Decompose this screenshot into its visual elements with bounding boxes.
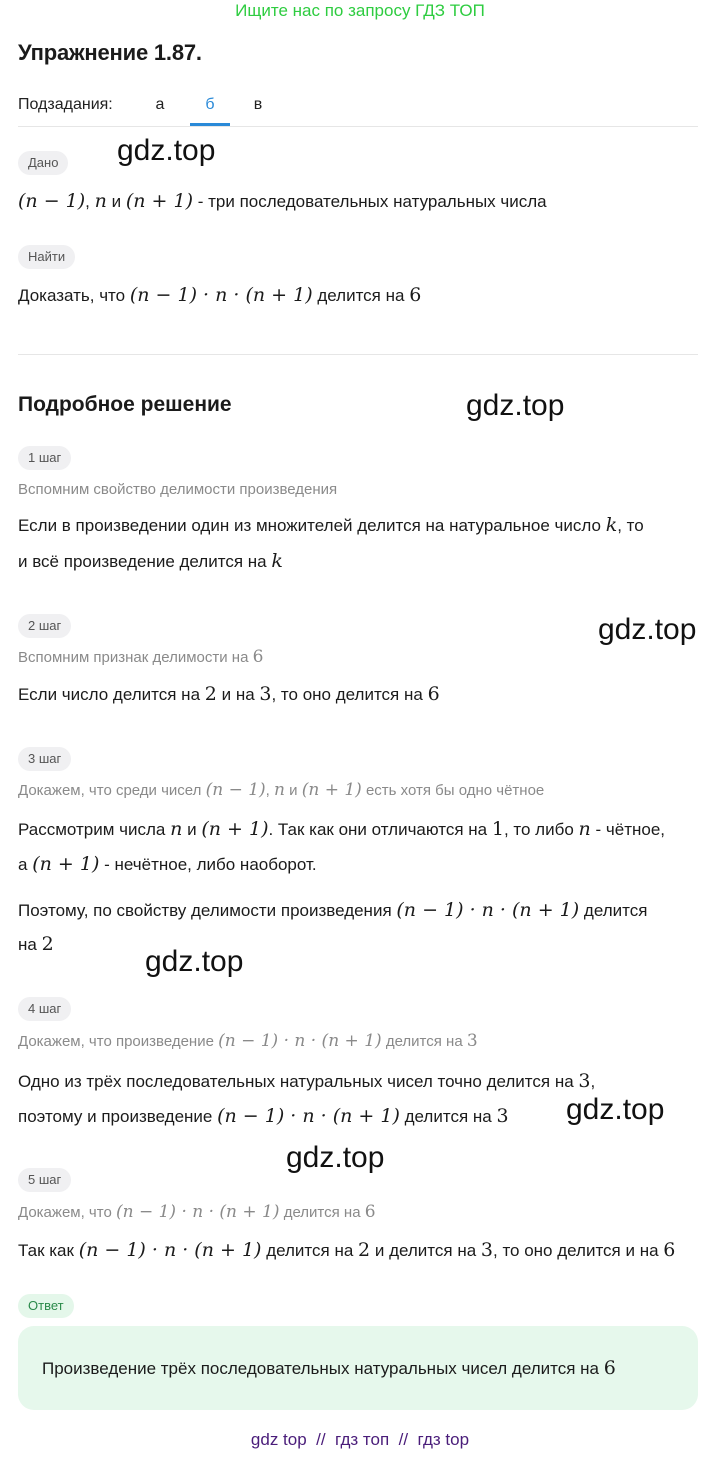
footer-links: [0, 1430, 720, 1450]
step-1-k2: k: [271, 550, 283, 572]
step-2-subtitle: [18, 646, 263, 669]
find-number: 6: [409, 284, 422, 306]
step-3-p1-l2-t2: - нечётное, либо наоборот.: [104, 855, 317, 874]
step-5-t1: Так как: [18, 1241, 74, 1260]
watermark: gdz.top: [466, 389, 565, 422]
step-3-para-1-line-1: [18, 812, 708, 847]
step-4-l2-m: (n − 1) · n · (n + 1): [217, 1105, 400, 1127]
subtasks-row: [18, 88, 698, 127]
footer-sep-1: //: [316, 1430, 326, 1449]
step-3-sub-t1: Докажем, что среди чисел: [18, 782, 202, 799]
given-text: [18, 184, 547, 219]
promo-banner: Ищите нас по запросу ГДЗ ТОП: [235, 1, 485, 20]
step-4-l2-t2: делится на: [404, 1107, 492, 1126]
find-math: (n − 1) · n · (n + 1): [129, 284, 313, 306]
find-text: [18, 278, 421, 313]
step-2-text: [18, 677, 440, 712]
step-3-p1-m1: n: [170, 818, 183, 840]
step-3-p1-n: 1: [491, 818, 504, 840]
step-2-t2: и на: [221, 685, 255, 704]
tab-a[interactable]: а: [155, 96, 165, 113]
step-5-n1: 2: [358, 1239, 371, 1261]
step-3-p1-m2: (n + 1): [201, 818, 269, 840]
step-1-line-2: и всё произведение делится на: [18, 552, 267, 571]
step-1-text-line-2: [18, 544, 283, 579]
footer-link-1[interactable]: gdz top: [250, 1430, 307, 1449]
step-3-p2-t2: делится: [583, 901, 648, 920]
watermark: gdz.top: [117, 134, 216, 167]
step-2-subtitle-number: 6: [252, 647, 264, 667]
active-tab-indicator: [190, 123, 230, 126]
step-5-n3: 6: [663, 1239, 676, 1261]
step-1-subtitle: Вспомним свойство делимости произведения: [18, 481, 338, 498]
watermark: gdz.top: [145, 945, 244, 978]
given-badge: Дано: [18, 151, 68, 175]
step-2-t3: , то оно делится на: [271, 685, 423, 704]
step-5-t4: , то оно делится и на: [493, 1241, 659, 1260]
given-math-1: (n − 1): [18, 190, 86, 212]
step-3-sub-sep: ,: [265, 782, 270, 799]
footer-link-3[interactable]: гдз top: [417, 1430, 470, 1449]
step-3-p1-t3: , то либо: [503, 820, 574, 839]
tab-v[interactable]: в: [253, 96, 263, 113]
step-3-para-2-line-2: [18, 927, 54, 962]
given-math-2: n: [94, 190, 107, 212]
footer-sep-2: //: [398, 1430, 409, 1449]
given-math-3: (n + 1): [125, 190, 193, 212]
step-3-p1-t1: Рассмотрим числа: [18, 820, 166, 839]
step-4-sub-t1: Докажем, что произведение: [18, 1033, 214, 1050]
step-4-l1-end: ,: [590, 1072, 596, 1091]
step-3-p1-m3: n: [578, 818, 591, 840]
footer-link-2[interactable]: гдз топ: [335, 1430, 390, 1449]
step-4-badge: 4 шаг: [18, 997, 71, 1021]
step-5-n2: 3: [480, 1239, 493, 1261]
step-5-sub-t2: делится на: [283, 1204, 361, 1221]
step-2-n2: 3: [259, 683, 272, 705]
solution-title: Подробное решение: [18, 393, 232, 416]
answer-text: [42, 1351, 616, 1386]
step-3-p2-m: (n − 1) · n · (n + 1): [396, 899, 580, 921]
step-4-sub-n: 3: [466, 1031, 478, 1051]
step-3-p1-and: и: [187, 820, 197, 839]
step-4-l2-t1: поэтому и произведение: [18, 1107, 213, 1126]
step-2-badge: 2 шаг: [18, 614, 71, 638]
step-1-line-1: Если в произведении один из множителей делится на натуральное число: [18, 516, 601, 535]
step-3-subtitle: [18, 779, 544, 802]
step-3-p1-l2-m: (n + 1): [32, 853, 100, 875]
step-3-sub-m3: (n + 1): [301, 780, 362, 800]
step-1-line-1-end: , то: [617, 516, 644, 535]
step-2-n1: 2: [204, 683, 217, 705]
step-3-para-1-line-2: [18, 847, 317, 882]
step-4-line-2: [18, 1099, 509, 1134]
step-4-l1-n: 3: [578, 1070, 591, 1092]
step-3-sub-t2: есть хотя бы одно чётное: [365, 782, 545, 799]
section-divider: [18, 354, 698, 355]
answer-text-body: Произведение трёх последовательных натуральных чисел делится на: [42, 1359, 599, 1378]
step-2-t1: Если число делится на: [18, 685, 201, 704]
find-badge: Найти: [18, 245, 75, 269]
step-3-p1-l2-t1: а: [18, 855, 28, 874]
step-5-badge: 5 шаг: [18, 1168, 71, 1192]
step-3-p2-l2-t: на: [18, 935, 37, 954]
step-5-subtitle: [18, 1201, 376, 1224]
given-description: - три последовательных натуральных числа: [197, 192, 547, 211]
step-1-badge: 1 шаг: [18, 446, 71, 470]
step-3-para-2-line-1: [18, 893, 708, 928]
exercise-title: Упражнение 1.87.: [18, 40, 202, 65]
step-2-n3: 6: [427, 683, 440, 705]
step-5-sub-m: (n − 1) · n · (n + 1): [115, 1202, 280, 1222]
step-5-text: [18, 1233, 718, 1268]
step-4-l1-t: Одно из трёх последовательных натуральных чисел точно делится на: [18, 1072, 574, 1091]
watermark: gdz.top: [566, 1093, 665, 1126]
step-3-sub-m2: n: [274, 780, 285, 800]
step-4-sub-m: (n − 1) · n · (n + 1): [218, 1031, 382, 1051]
answer-badge: Ответ: [18, 1294, 74, 1318]
step-4-sub-t2: делится на: [385, 1033, 463, 1050]
step-3-sub-m1: (n − 1): [205, 780, 266, 800]
given-and: и: [111, 192, 122, 211]
step-3-p1-t2: . Так как они отличаются на: [268, 820, 488, 839]
step-3-p2-l2-n: 2: [41, 933, 54, 955]
step-1-k: k: [605, 514, 618, 536]
step-3-sub-and: и: [289, 782, 298, 799]
tab-b[interactable]: б: [205, 96, 215, 113]
step-5-t2: делится на: [266, 1241, 354, 1260]
step-4-l2-n: 3: [496, 1105, 509, 1127]
given-sep: ,: [85, 192, 90, 211]
find-prefix: Доказать, что: [18, 286, 126, 305]
step-1-text: [18, 508, 708, 543]
step-2-subtitle-text: Вспомним признак делимости на: [18, 649, 249, 666]
watermark: gdz.top: [286, 1141, 385, 1174]
watermark: gdz.top: [598, 613, 697, 646]
step-4-subtitle: [18, 1030, 478, 1053]
step-5-t3: и делится на: [374, 1241, 477, 1260]
subtasks-label: Подзадания:: [18, 96, 113, 113]
step-3-p2-t1: Поэтому, по свойству делимости произведения: [18, 901, 392, 920]
find-middle: делится на: [317, 286, 405, 305]
step-5-sub-n: 6: [364, 1202, 376, 1222]
step-5-sub-t1: Докажем, что: [18, 1204, 112, 1221]
answer-box: [18, 1326, 698, 1410]
step-5-m: (n − 1) · n · (n + 1): [78, 1239, 262, 1261]
step-3-p1-t4: - чётное,: [595, 820, 666, 839]
step-3-badge: 3 шаг: [18, 747, 71, 771]
answer-number: 6: [603, 1357, 616, 1379]
